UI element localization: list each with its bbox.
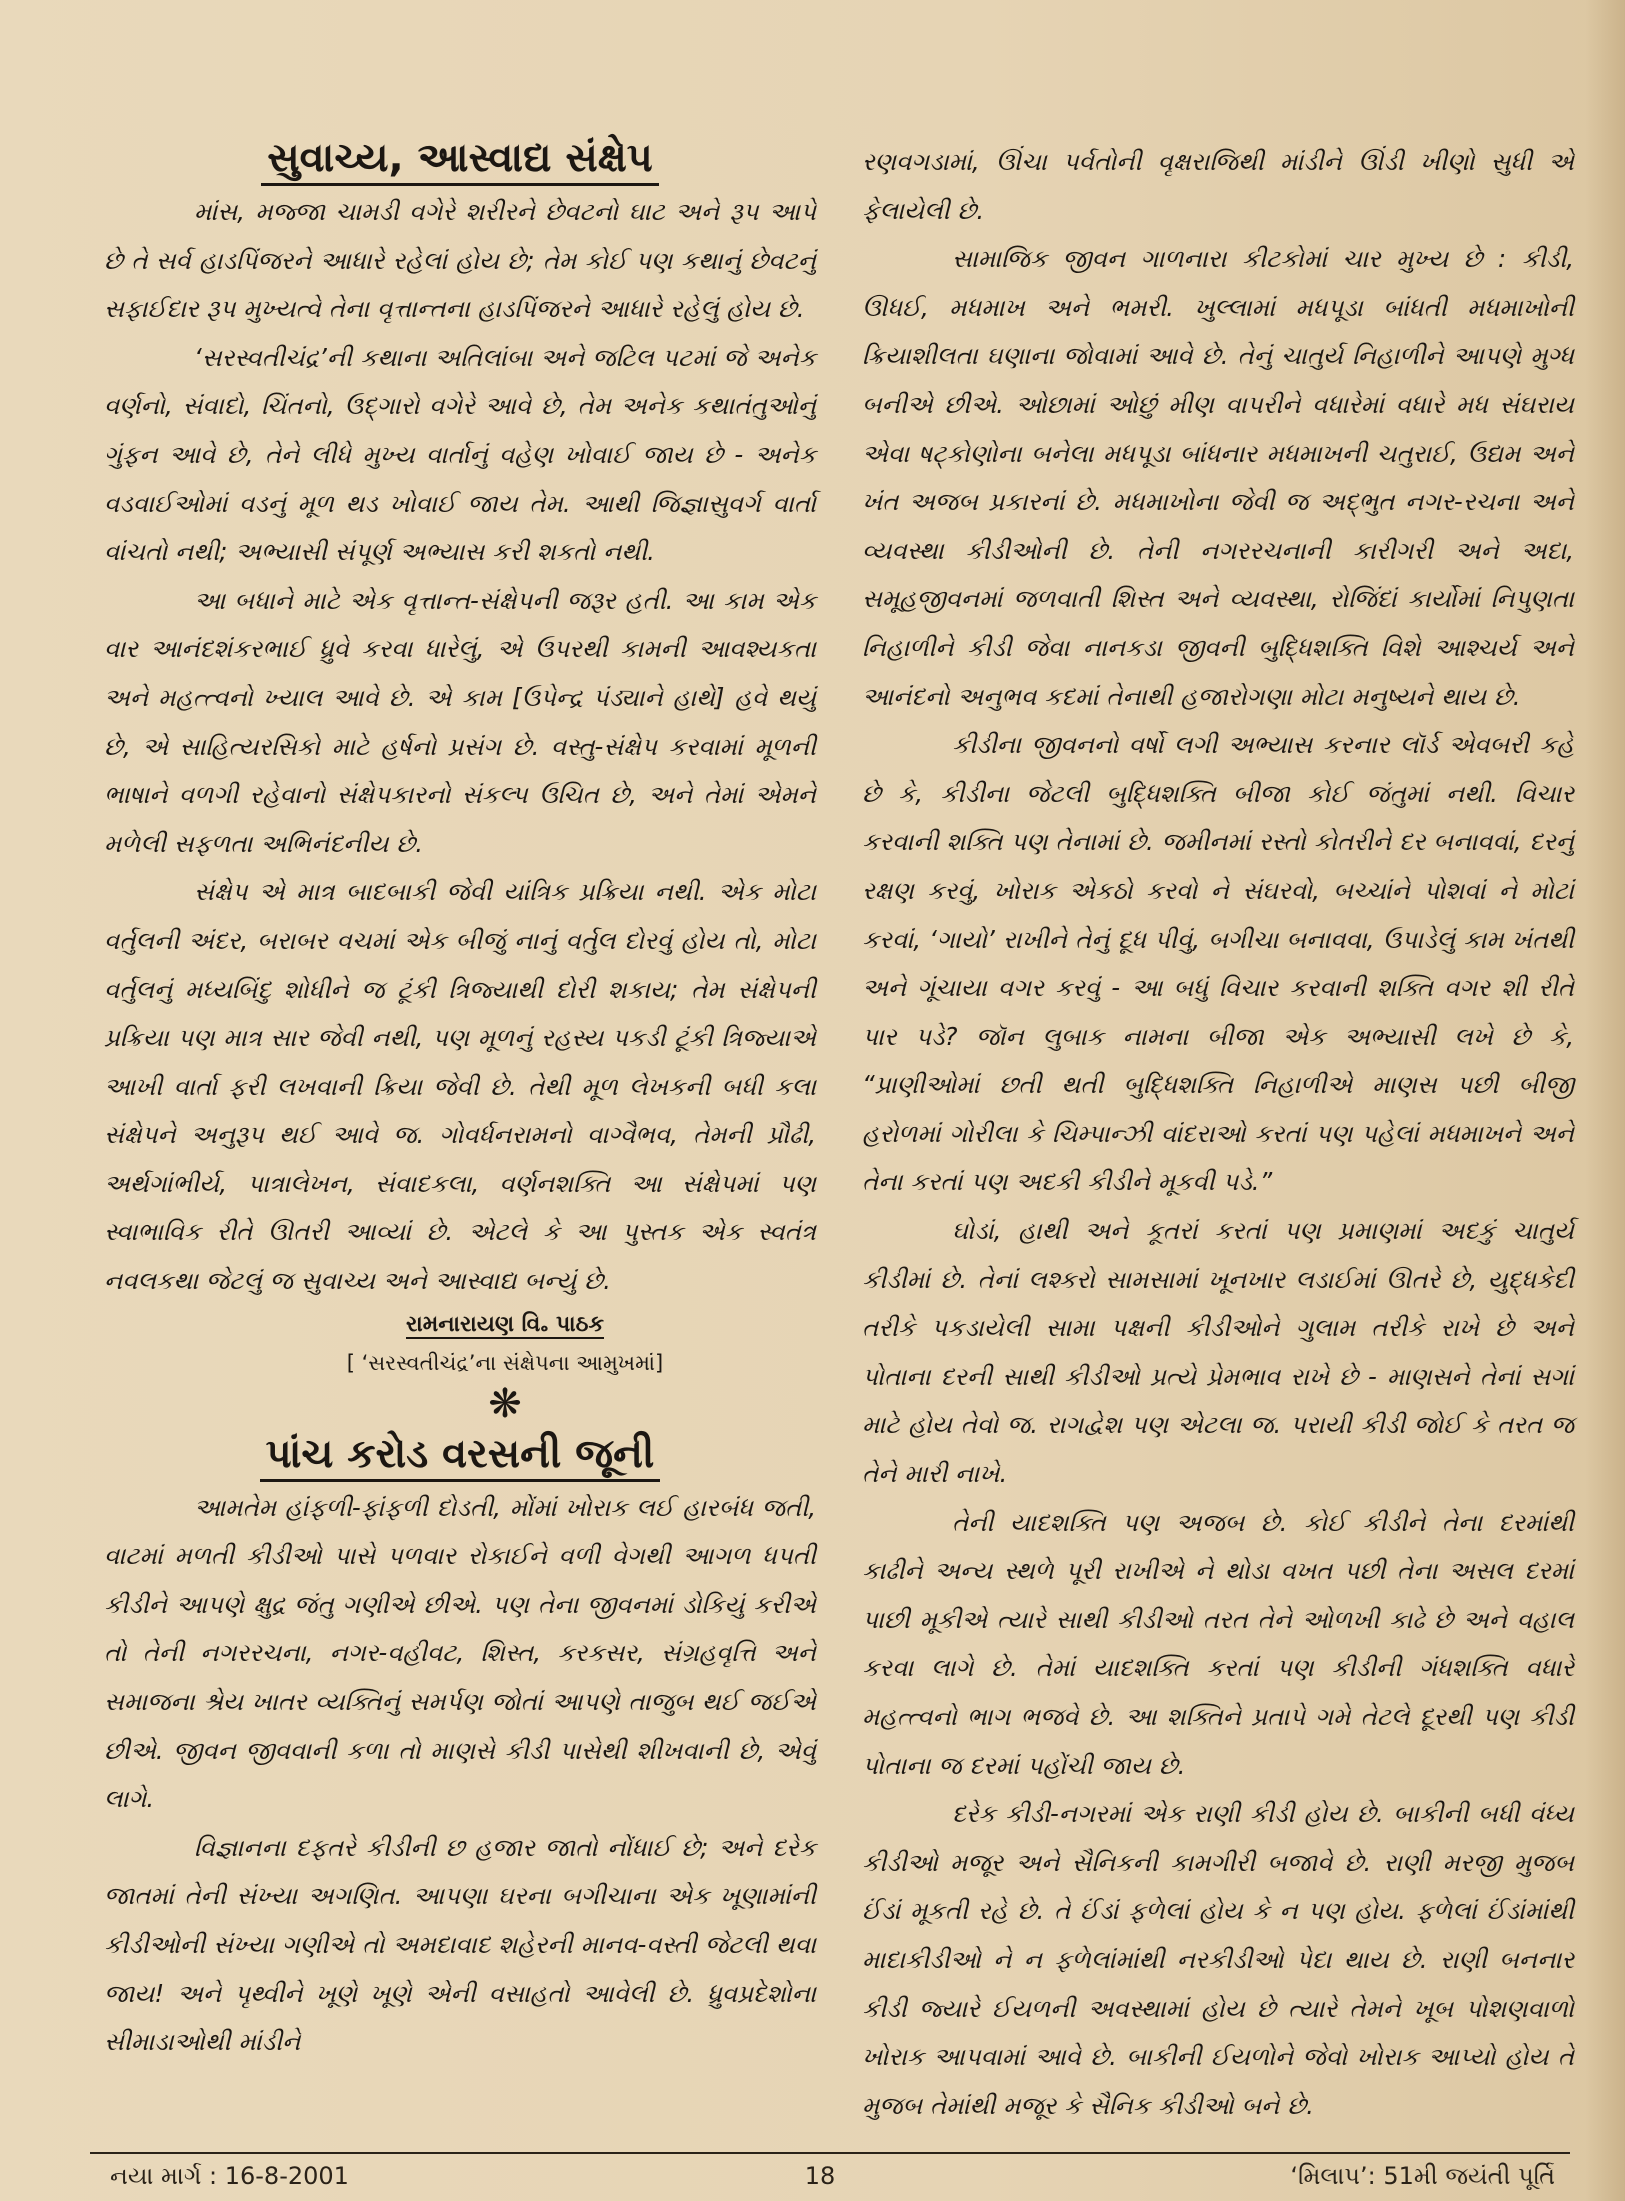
flower-ornament-icon: ❋: [488, 1380, 522, 1427]
source-citation: [ ‘સરસ્વતીચંદ્ર’ના સંક્ષેપના આમુખમાં]: [346, 1350, 664, 1375]
scan-edge-shadow: [1585, 0, 1625, 2201]
left-column: [104, 130, 816, 2067]
right-column: [862, 138, 1574, 2130]
article-title-sanskhep: સુવાચ્ય, આસ્વાદ્ય સંક્ષેપ: [104, 130, 816, 186]
article2-continuation: રણવગડામાં, ઊંચા પર્વતોની વૃક્ષરાજિથી માંડીને ઊંડી ખીણો સુધી એ ફેલાયેલી છે.: [862, 147, 1574, 225]
author-signature: રામનારાયણ વિ૰ પાઠક: [405, 1311, 604, 1337]
article1-paragraph: આ બધાને માટે એક વૃત્તાન્ત-સંક્ષેપની જરૂર હતી. આ કામ એક વાર આનંદશંકરભાઈ ધ્રુવે કરવા ધારેલું, એ ઉપરથી કામની આવશ્યકતા અને મહત્ત્વનો ખ્યાલ આવે છે. એ કામ [ઉપેન્દ્ર પંડ્યાને હાથે] હવે થયું છે, એ સાહિત્યરસિકો માટે હર્ષનો પ્રસંગ છે. વસ્તુ-સંક્ષેપ કરવામાં મૂળની ભાષાને વળગી રહેવાનો સંક્ષેપકારનો સંકલ્પ ઉચિત છે, અને તેમાં એમને મળેલી સફળતા અભિનંદનીય છે.: [104, 585, 816, 858]
article2-paragraph: ઘોડાં, હાથી અને કૂતરાં કરતાં પણ પ્રમાણમાં અદકું ચાતુર્ય કીડીમાં છે. તેનાં લશ્કરો સામસામાં ખૂનખાર લડાઈમાં ઊતરે છે, યુદ્ધકેદી તરીકે પકડાયેલી સામા પક્ષની કીડીઓને ગુલામ તરીકે રાખે છે અને પોતાના દરની સાથી કીડીઓ પ્રત્યે પ્રેમભાવ રાખે છે - માણસને તેનાં સગાં માટે હોય તેવો જ. રાગદ્વેશ પણ એટલા જ. પરાયી કીડી જોઈ કે તરત જ તેને મારી નાખે.: [862, 1216, 1574, 1489]
article2-paragraph: દરેક કીડી-નગરમાં એક રાણી કીડી હોય છે. બાકીની બધી વંધ્ય કીડીઓ મજૂર અને સૈનિકની કામગીરી બજાવે છે. રાણી મરજી મુજબ ઈંડાં મૂકતી રહે છે. તે ઈંડાં ફળેલાં હોય કે ન પણ હોય. ફળેલાં ઈંડાંમાંથી માદાકીડીઓ ને ન ફળેલાંમાંથી નરકીડીઓ પેદા થાય છે. રાણી બનનાર કીડી જ્યારે ઈયળની અવસ્થામાં હોય છે ત્યારે તેમને ખૂબ પોશણવાળો ખોરાક આપવામાં આવે છે. બાકીની ઈયળોને જેવો ખોરાક આપ્યો હોય તે મુજબ તેમાંથી મજૂર કે સૈનિક કીડીઓ બને છે.: [862, 1799, 1574, 2120]
article2-paragraph: કીડીના જીવનનો વર્ષો લગી અભ્યાસ કરનાર લૉર્ડ એવબરી કહે છે કે, કીડીના જેટલી બુદ્ધિશક્તિ બીજા કોઈ જંતુમાં નથી. વિચાર કરવાની શક્તિ પણ તેનામાં છે. જમીનમાં રસ્તો કોતરીને દર બનાવવાં, દરનું રક્ષણ કરવું, ખોરાક એકઠો કરવો ને સંઘરવો, બચ્ચાંને પોશવાં ને મોટાં કરવાં, ‘ગાયો’ રાખીને તેનું દૂધ પીવું, બગીચા બનાવવા, ઉપાડેલું કામ ખંતથી અને ગૂંચાયા વગર કરવું - આ બધું વિચાર કરવાની શક્તિ વગર શી રીતે પાર પડે? જૉન લુબાક નામના બીજા એક અભ્યાસી લખે છે કે, “પ્રાણીઓમાં છતી થતી બુદ્ધિશક્તિ નિહાળીએ માણસ પછી બીજી હરોળમાં ગોરીલા કે ચિમ્પાન્ઝી વાંદરાઓ કરતાં પણ પહેલાં મધમાખને અને તેના કરતાં પણ અદકી કીડીને મૂકવી પડે.”: [862, 730, 1574, 1197]
article2-paragraph: સામાજિક જીવન ગાળનારા કીટકોમાં ચાર મુખ્ય છે : કીડી, ઊધઈ, મધમાખ અને ભમરી. ખુલ્લામાં મધપૂડા બાંધતી મધમાખોની ક્રિયાશીલતા ઘણાના જોવામાં આવે છે. તેનું ચાતુર્ય નિહાળીને આપણે મુગ્ધ બનીએ છીએ. ઓછામાં ઓછું મીણ વાપરીને વધારેમાં વધારે મધ સંઘરાય એવા ષટ્કોણોના બનેલા મધપૂડા બાંધનાર મધમાખની ચતુરાઈ, ઉદ્યમ અને ખંત અજબ પ્રકારનાં છે. મધમાખોના જેવી જ અદ્ભુત નગર-રચના અને વ્યવસ્થા કીડીઓની છે. તેની નગરરચનાની કારીગરી અને અદા, સમૂહજીવનમાં જળવાતી શિસ્ત અને વ્યવસ્થા, રોજિંદાં કાર્યોમાં નિપુણતા નિહાળીને કીડી જેવા નાનકડા જીવની બુદ્ધિશક્તિ વિશે આશ્ચર્ય અને આનંદનો અનુભવ કદમાં તેનાથી હજારોગણા મોટા મનુષ્યને થાય છે.: [862, 244, 1574, 711]
article2-paragraph: તેની યાદશક્તિ પણ અજબ છે. કોઈ કીડીને તેના દરમાંથી કાઢીને અન્ય સ્થળે પૂરી રાખીએ ને થોડા વખત પછી તેના અસલ દરમાં પાછી મૂકીએ ત્યારે સાથી કીડીઓ તરત તેને ઓળખી કાઢે છે અને વહાલ કરવા લાગે છે. તેમાં યાદશક્તિ કરતાં પણ કીડીની ગંધશક્તિ વધારે મહત્ત્વનો ભાગ ભજવે છે. આ શક્તિને પ્રતાપે ગમે તેટલે દૂરથી પણ કીડી પોતાના જ દરમાં પહોંચી જાય છે.: [862, 1507, 1574, 1780]
article1-paragraph: સંક્ષેપ એ માત્ર બાદબાકી જેવી યાંત્રિક પ્રક્રિયા નથી. એક મોટા વર્તુલની અંદર, બરાબર વચમાં એક બીજું નાનું વર્તુલ દોરવું હોય તો, મોટા વર્તુલનું મધ્યબિંદુ શોધીને જ ટૂંકી ત્રિજ્યાથી દોરી શકાય; તેમ સંક્ષેપની પ્રક્રિયા પણ માત્ર સાર જેવી નથી, પણ મૂળનું રહસ્ય પકડી ટૂંકી ત્રિજ્યાએ આખી વાર્તા ફરી લખવાની ક્રિયા જેવી છે. તેથી મૂળ લેખકની બધી કલા સંક્ષેપને અનુરૂપ થઈ આવે જ. ગોવર્ધનરામનો વાગ્વૈભવ, તેમની પ્રૌઢી, અર્થગાંભીર્ય, પાત્રાલેખન, સંવાદકલા, વર્ણનશક્તિ આ સંક્ષેપમાં પણ સ્વાભાવિક રીતે ઊતરી આવ્યાં છે. એટલે કે આ પુસ્તક એક સ્વતંત્ર નવલકથા જેટલું જ સુવાચ્ય અને આસ્વાદ્ય બન્યું છે.: [104, 877, 816, 1296]
footer-publication-date: નયા માર્ગ : 16-8-2001: [110, 2162, 349, 2190]
footer-source: ‘મિલાપ’: 51મી જયંતી પૂર્તિ: [1290, 2162, 1555, 2190]
page-number: 18: [804, 2162, 836, 2190]
footer-divider: [90, 2152, 1570, 2154]
article2-paragraph: વિજ્ઞાનના દફતરે કીડીની છ હજાર જાતો નોંધાઈ છે; અને દરેક જાતમાં તેની સંખ્યા અગણિત. આપણા ઘરના બગીચાના એક ખૂણામાંની કીડીઓની સંખ્યા ગણીએ તો અમદાવાદ શહેરની માનવ-વસ્તી જેટલી થવા જાય! અને પૃથ્વીને ખૂણે ખૂણે એની વસાહતો આવેલી છે. ધ્રુવપ્રદેશોના સીમાડાઓથી માંડીને: [104, 1832, 816, 2057]
article1-paragraph: માંસ, મજ્જા ચામડી વગેરે શરીરને છેવટનો ઘાટ અને રૂપ આપે છે તે સર્વ હાડપિંજરને આધારે રહેલાં હોય છે; તેમ કોઈ પણ કથાનું છેવટનું સફાઈદાર રૂપ મુખ્યત્વે તેના વૃત્તાન્તના હાડપિંજરને આધારે રહેલું હોય છે.: [104, 197, 816, 324]
article1-paragraph: ‘સરસ્વતીચંદ્ર’ની કથાના અતિલાંબા અને જટિલ પટમાં જે અનેક વર્ણનો, સંવાદો, ચિંતનો, ઉદ્ગારો વગેરે આવે છે, તેમ અનેક કથાતંતુઓનું ગુંફન આવે છે, તેને લીધે મુખ્ય વાર્તાનું વહેણ ખોવાઈ જાય છે - અનેક વડવાઈઓમાં વડનું મૂળ થડ ખોવાઈ જાય તેમ. આથી જિજ્ઞાસુવર્ગ વાર્તા વાંચતો નથી; અભ્યાસી સંપૂર્ણ અભ્યાસ કરી શકતો નથી.: [104, 342, 816, 567]
article2-paragraph: આમતેમ હાંફળી-ફાંફળી દોડતી, મોંમાં ખોરાક લઈ હારબંધ જતી, વાટમાં મળતી કીડીઓ પાસે પળવાર રોકાઈને વળી વેગથી આગળ ધપતી કીડીને આપણે ક્ષુદ્ર જંતુ ગણીએ છીએ. પણ તેના જીવનમાં ડોકિયું કરીએ તો તેની નગરરચના, નગર-વહીવટ, શિસ્ત, કરકસર, સંગ્રહવૃત્તિ અને સમાજના શ્રેય ખાતર વ્યક્તિનું સમર્પણ જોતાં આપણે તાજુબ થઈ જઈએ છીએ. જીવન જીવવાની કળા તો માણસે કીડી પાસેથી શીખવાની છે, એવું લાગે.: [104, 1492, 816, 1814]
article-title-ants: પાંચ કરોડ વરસની જૂની: [104, 1426, 816, 1482]
